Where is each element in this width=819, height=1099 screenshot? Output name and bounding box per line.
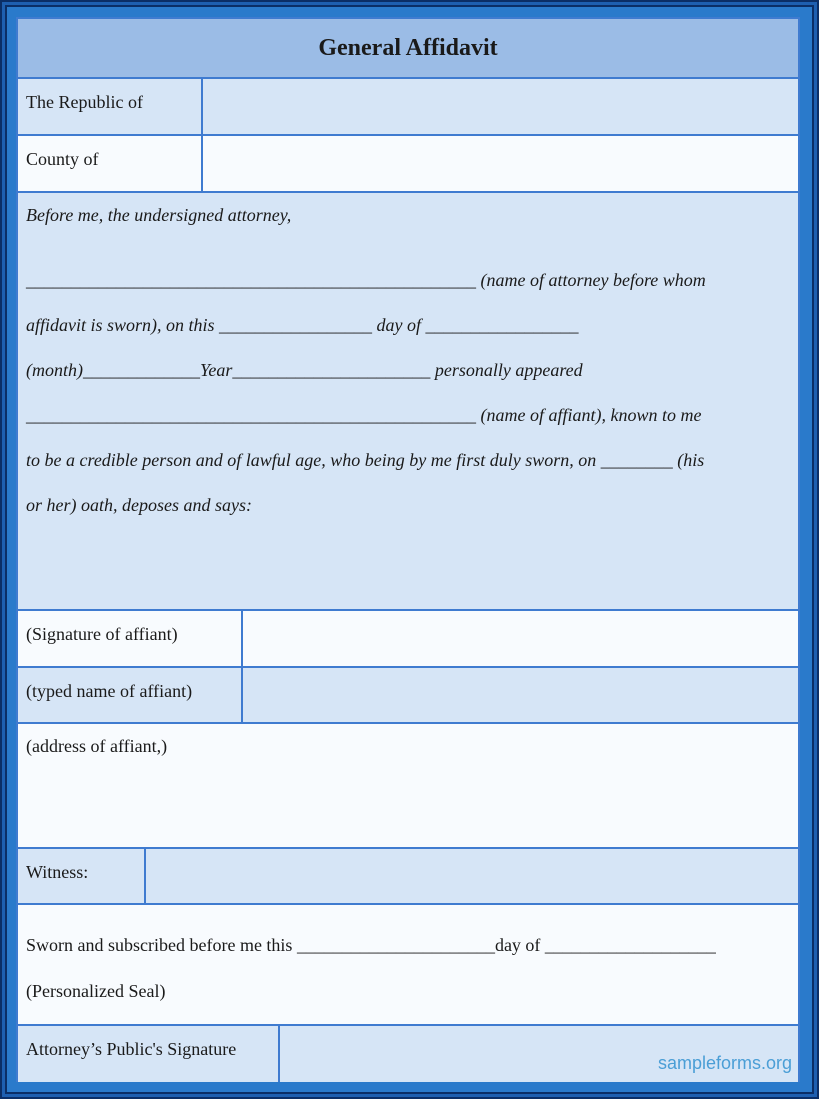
county-row bbox=[18, 136, 798, 193]
address-label: (address of affiant,) bbox=[26, 736, 168, 756]
statement-line: (month)_____________Year______________________ personally appeared bbox=[26, 360, 583, 380]
typed-name-label: (typed name of affiant) bbox=[18, 668, 243, 722]
attorney-signature-row bbox=[18, 1026, 798, 1082]
signature-row bbox=[18, 611, 798, 668]
signature-field[interactable] bbox=[243, 611, 798, 666]
affidavit-form bbox=[16, 17, 800, 1082]
watermark: sampleforms.org bbox=[657, 1053, 792, 1073]
sworn-row bbox=[18, 905, 798, 1026]
typed-name-row bbox=[18, 668, 798, 724]
statement-line: __________________________________________________ (name of affiant), known to me bbox=[26, 405, 702, 425]
statement-line: or her) oath, deposes and says: bbox=[26, 495, 252, 515]
statement-row bbox=[18, 193, 798, 611]
republic-label: The Republic of bbox=[18, 79, 203, 134]
typed-name-field[interactable] bbox=[243, 668, 798, 722]
republic-row bbox=[18, 79, 798, 136]
county-field[interactable] bbox=[203, 136, 798, 191]
statement-line: to be a credible person and of lawful age, who being by me first duly sworn, on ________ (his bbox=[26, 450, 705, 470]
statement-line: affidavit is sworn), on this _________________ day of _________________ bbox=[26, 315, 579, 335]
attorney-signature-label: Attorney’s Public's Signature bbox=[18, 1026, 280, 1082]
form-title: General Affidavit bbox=[318, 34, 498, 61]
signature-label: (Signature of affiant) bbox=[18, 611, 243, 666]
county-label: County of bbox=[18, 136, 203, 191]
seal-label: (Personalized Seal) bbox=[26, 981, 166, 1001]
republic-field[interactable] bbox=[203, 79, 798, 134]
witness-field[interactable] bbox=[146, 849, 798, 903]
witness-row bbox=[18, 849, 798, 905]
sworn-line: Sworn and subscribed before me this ______________________day of ___________________ bbox=[26, 935, 716, 955]
address-row[interactable] bbox=[18, 724, 798, 849]
witness-label: Witness: bbox=[18, 849, 146, 903]
statement-line: Before me, the undersigned attorney, bbox=[26, 205, 292, 225]
statement-line: __________________________________________________ (name of attorney before whom bbox=[26, 270, 706, 290]
statement-paragraph bbox=[26, 205, 784, 540]
title-row bbox=[18, 19, 798, 79]
